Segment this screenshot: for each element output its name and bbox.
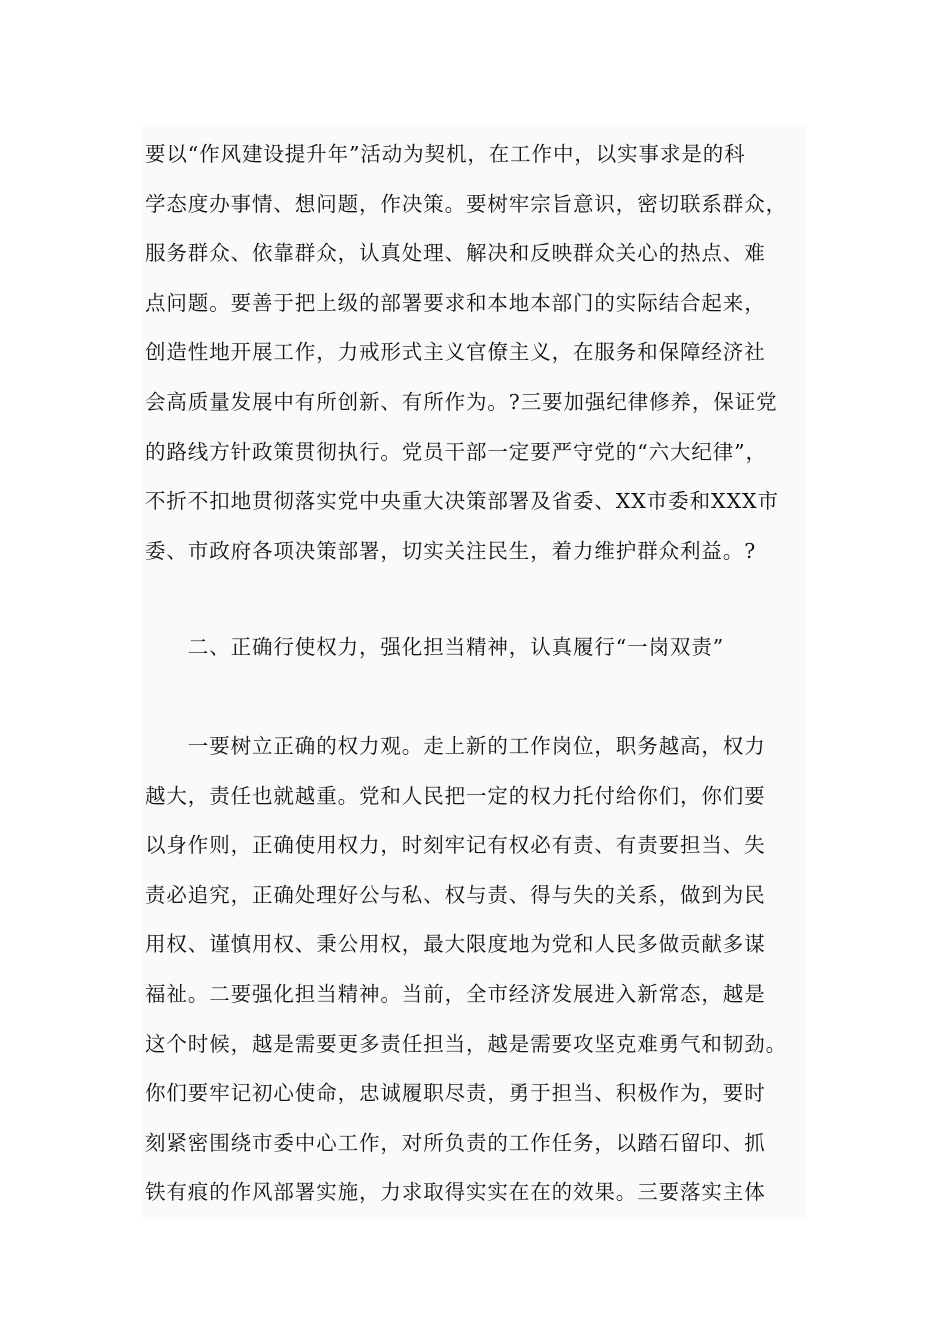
text-line: 铁有痕的作风部署实施，力求取得实实在在的效果。三要落实主体 — [145, 1180, 766, 1205]
text-line: 创造性地开展工作，力戒形式主义官僚主义，在服务和保障经济社 — [145, 340, 766, 365]
text-line: 要以“作风建设提升年”活动为契机，在工作中，以实事求是的科 — [145, 142, 746, 166]
section-heading — [145, 623, 807, 673]
text-line: 学态度办事情、想问题，作决策。要树牢宗旨意识，密切联系群众， — [145, 191, 787, 216]
paragraph-discipline — [145, 130, 807, 576]
text-line: 你们要牢记初心使命，忠诚履职尽责，勇于担当、积极作为，要时 — [145, 1081, 766, 1106]
heading-text: 二、正确行使权力，强化担当精神，认真履行“一岗双责” — [145, 635, 725, 659]
text-line: 用权、谨慎用权、秉公用权，最大限度地为党和人民多做贡献多谋 — [145, 932, 766, 957]
text-line: 的路线方针政策贯彻执行。党员干部一定要严守党的“六大纪律”， — [145, 439, 767, 464]
text-line: 越大，责任也就越重。党和人民把一定的权力托付给你们，你们要 — [145, 783, 766, 808]
text-line: 一要树立正确的权力观。走上新的工作岗位，职务越高，权力 — [145, 734, 766, 758]
text-line: 服务群众、依靠群众，认真处理、解决和反映群众关心的热点、难 — [145, 241, 766, 266]
paragraph-power — [145, 722, 807, 1218]
text-line: 责必追究，正确处理好公与私、权与责、得与失的关系，做到为民 — [145, 882, 766, 907]
text-line: 福祉。二要强化担当精神。当前，全市经济发展进入新常态，越是 — [145, 981, 766, 1006]
text-line: 会高质量发展中有所创新、有所作为。?三要加强纪律修养，保证党 — [145, 389, 778, 414]
text-line: 这个时候，越是需要更多责任担当，越是需要攻坚克难勇气和韧劲。 — [145, 1031, 787, 1056]
text-line: 点问题。要善于把上级的部署要求和本地本部门的实际结合起来， — [145, 290, 766, 315]
text-line: 以身作则，正确使用权力，时刻牢记有权必有责、有责要担当、失 — [145, 833, 766, 858]
text-line: 委、市政府各项决策部署，切实关注民生，着力维护群众利益。? — [145, 538, 757, 563]
text-line: 刻紧密围绕市委中心工作，对所负责的工作任务，以踏石留印、抓 — [145, 1130, 766, 1155]
text-line: 不折不扣地贯彻落实党中央重大决策部署及省委、XX市委和XXX市 — [145, 489, 779, 514]
